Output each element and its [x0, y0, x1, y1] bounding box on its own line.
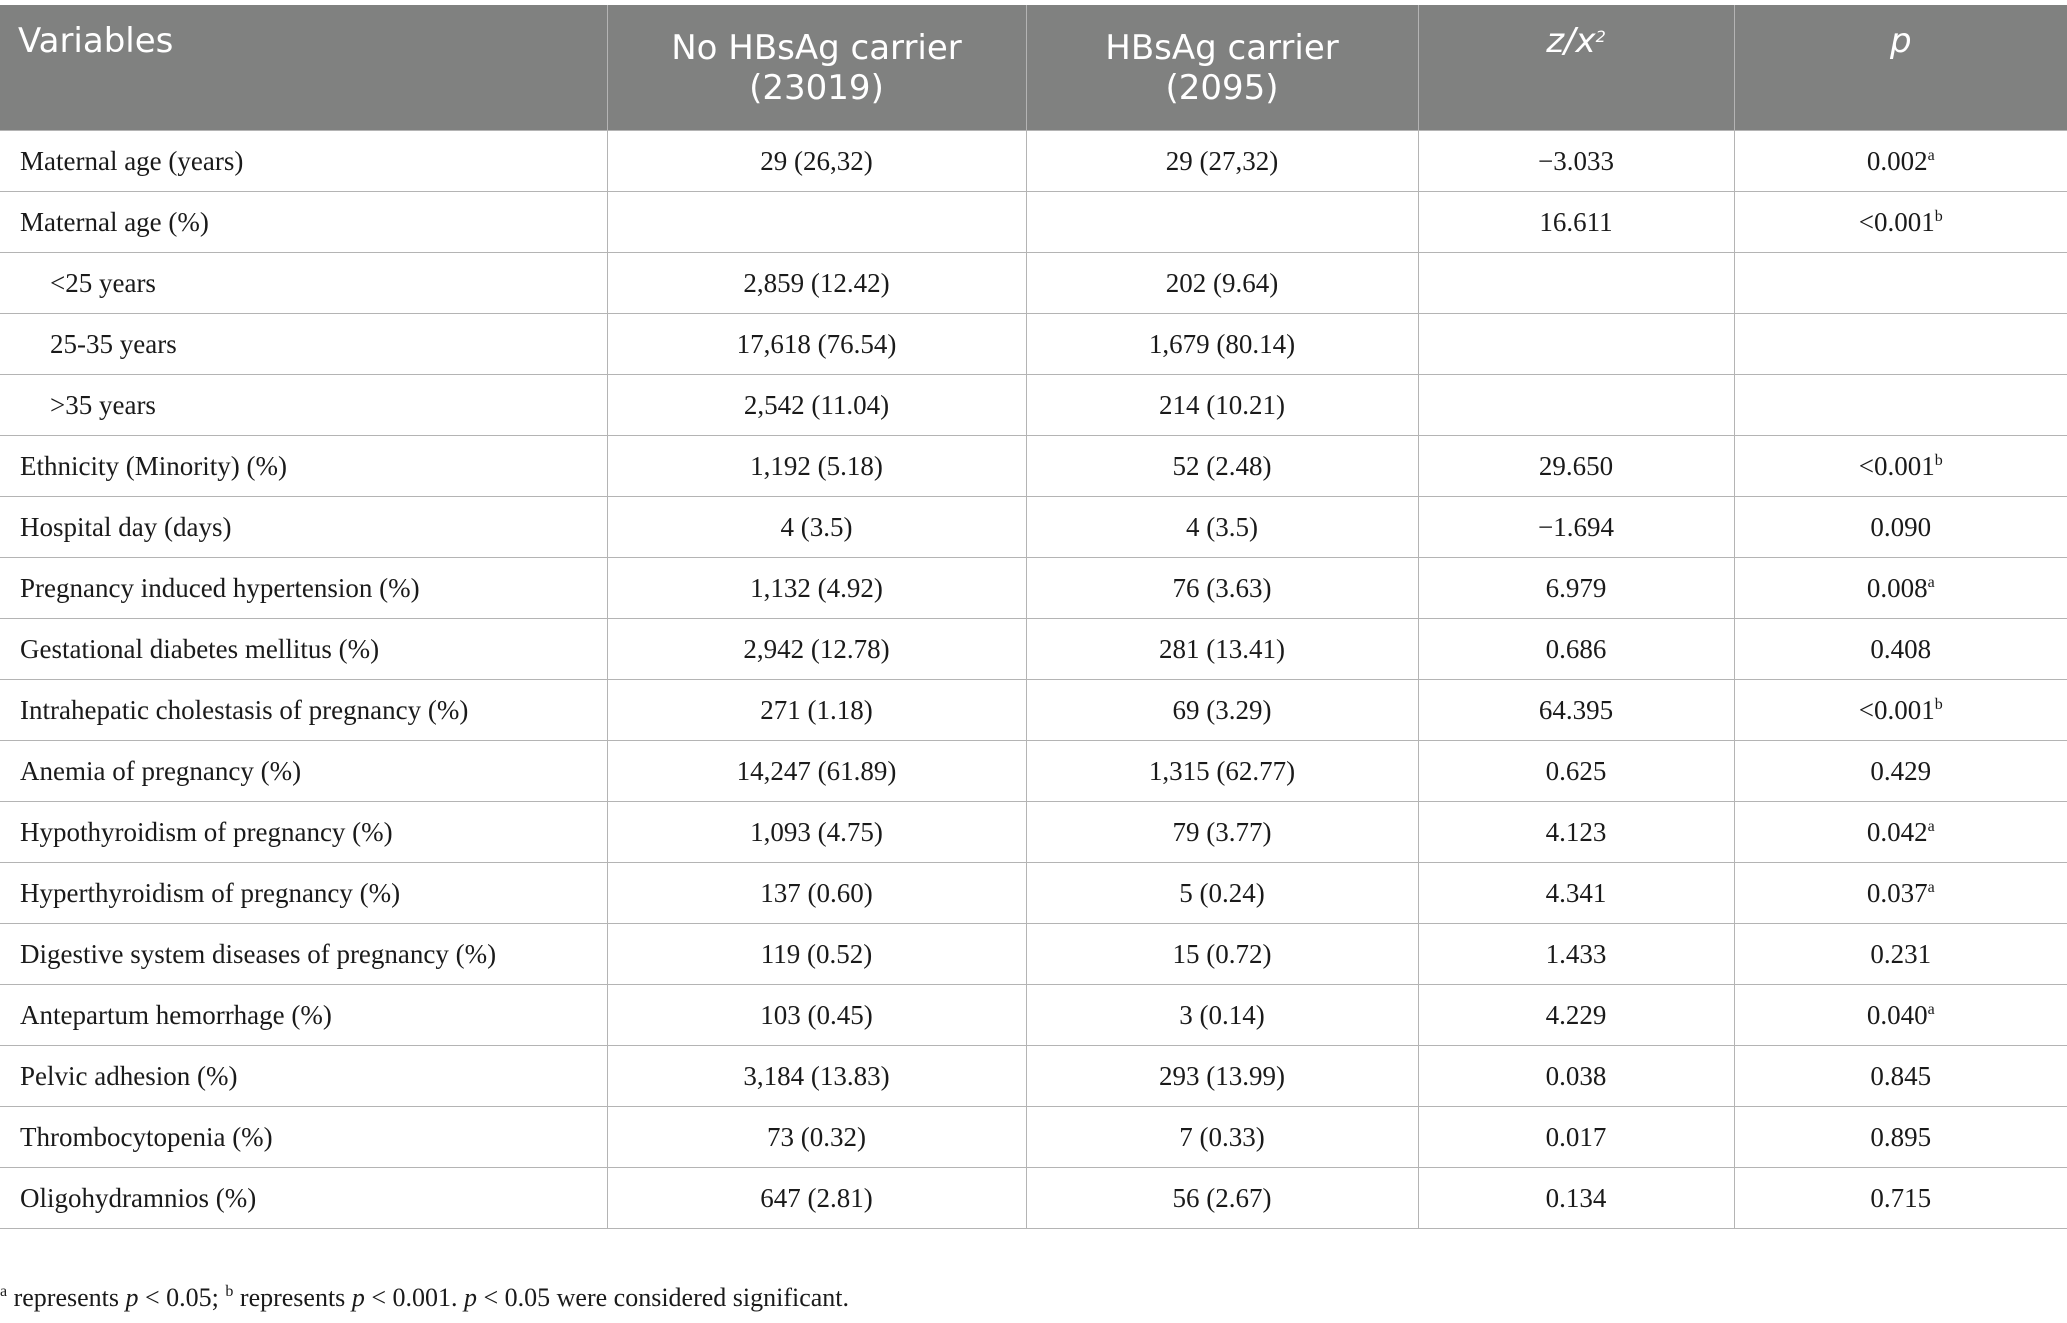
table-row — [0, 619, 2067, 680]
cell-no-carrier: 271 (1.18) — [607, 680, 1026, 741]
cell-carrier: 4 (3.5) — [1026, 497, 1418, 558]
cell-variable: <25 years — [0, 253, 607, 314]
cell-carrier: 15 (0.72) — [1026, 924, 1418, 985]
cell-no-carrier: 17,618 (76.54) — [607, 314, 1026, 375]
cell-carrier: 1,679 (80.14) — [1026, 314, 1418, 375]
cell-statistic: 1.433 — [1418, 924, 1734, 985]
header-carrier: HBsAg carrier (2095) — [1026, 5, 1418, 131]
table-container — [0, 5, 2067, 1229]
cell-statistic — [1418, 314, 1734, 375]
table-row — [0, 131, 2067, 192]
footnote: $^a$ represents p < 0.05; $^b$ represents p < 0.001. p < 0.05 were considered significant. — [0, 1283, 850, 1312]
cell-p-value: 0.008$^a$ — [1734, 558, 2067, 619]
table-row — [0, 375, 2067, 436]
cell-p-value: 0.231 — [1734, 924, 2067, 985]
header-row — [0, 5, 2067, 131]
cell-statistic: 29.650 — [1418, 436, 1734, 497]
cell-variable: Gestational diabetes mellitus (%) — [0, 619, 607, 680]
cell-statistic: 4.123 — [1418, 802, 1734, 863]
table-row — [0, 1046, 2067, 1107]
cell-variable: Intrahepatic cholestasis of pregnancy (%) — [0, 680, 607, 741]
cell-carrier: 5 (0.24) — [1026, 863, 1418, 924]
cell-carrier: 69 (3.29) — [1026, 680, 1418, 741]
cell-no-carrier: 103 (0.45) — [607, 985, 1026, 1046]
table-row — [0, 924, 2067, 985]
table-row — [0, 741, 2067, 802]
cell-p-value: <0.001$^b$ — [1734, 436, 2067, 497]
cell-carrier: 1,315 (62.77) — [1026, 741, 1418, 802]
cell-statistic: 0.038 — [1418, 1046, 1734, 1107]
cell-p-value — [1734, 253, 2067, 314]
cell-no-carrier: 2,859 (12.42) — [607, 253, 1026, 314]
table-row — [0, 558, 2067, 619]
data-table — [0, 5, 2067, 1229]
cell-variable: Pelvic adhesion (%) — [0, 1046, 607, 1107]
cell-variable: Hyperthyroidism of pregnancy (%) — [0, 863, 607, 924]
cell-carrier: 214 (10.21) — [1026, 375, 1418, 436]
cell-statistic: 0.134 — [1418, 1168, 1734, 1229]
cell-statistic: 64.395 — [1418, 680, 1734, 741]
header-no-carrier: No HBsAg carrier (23019) — [607, 5, 1026, 131]
cell-variable: Maternal age (%) — [0, 192, 607, 253]
table-row — [0, 1107, 2067, 1168]
table-row — [0, 1168, 2067, 1229]
header-variables: Variables — [0, 5, 607, 131]
cell-variable: Antepartum hemorrhage (%) — [0, 985, 607, 1046]
cell-carrier: 7 (0.33) — [1026, 1107, 1418, 1168]
cell-carrier: 79 (3.77) — [1026, 802, 1418, 863]
cell-no-carrier: 2,942 (12.78) — [607, 619, 1026, 680]
table-row — [0, 680, 2067, 741]
table-row — [0, 192, 2067, 253]
cell-carrier: 3 (0.14) — [1026, 985, 1418, 1046]
cell-p-value: 0.037$^a$ — [1734, 863, 2067, 924]
cell-variable: Thrombocytopenia (%) — [0, 1107, 607, 1168]
cell-p-value: 0.002$^a$ — [1734, 131, 2067, 192]
cell-no-carrier: 647 (2.81) — [607, 1168, 1026, 1229]
cell-statistic: 0.017 — [1418, 1107, 1734, 1168]
cell-p-value: <0.001$^b$ — [1734, 680, 2067, 741]
cell-carrier: 202 (9.64) — [1026, 253, 1418, 314]
table-row — [0, 802, 2067, 863]
cell-statistic: 4.229 — [1418, 985, 1734, 1046]
cell-statistic — [1418, 253, 1734, 314]
cell-statistic: −1.694 — [1418, 497, 1734, 558]
cell-variable: >35 years — [0, 375, 607, 436]
table-row — [0, 436, 2067, 497]
cell-p-value: 0.429 — [1734, 741, 2067, 802]
cell-variable: Ethnicity (Minority) (%) — [0, 436, 607, 497]
cell-p-value: 0.040$^a$ — [1734, 985, 2067, 1046]
cell-variable: Oligohydramnios (%) — [0, 1168, 607, 1229]
cell-variable: Anemia of pregnancy (%) — [0, 741, 607, 802]
cell-carrier: 56 (2.67) — [1026, 1168, 1418, 1229]
cell-statistic: 0.625 — [1418, 741, 1734, 802]
cell-p-value: 0.408 — [1734, 619, 2067, 680]
cell-no-carrier: 1,132 (4.92) — [607, 558, 1026, 619]
cell-no-carrier: 1,093 (4.75) — [607, 802, 1026, 863]
cell-carrier: 293 (13.99) — [1026, 1046, 1418, 1107]
table-row — [0, 497, 2067, 558]
cell-carrier: 52 (2.48) — [1026, 436, 1418, 497]
cell-no-carrier: 2,542 (11.04) — [607, 375, 1026, 436]
cell-no-carrier: 4 (3.5) — [607, 497, 1026, 558]
cell-p-value: 0.042$^a$ — [1734, 802, 2067, 863]
cell-statistic: −3.033 — [1418, 131, 1734, 192]
cell-no-carrier — [607, 192, 1026, 253]
cell-variable: 25-35 years — [0, 314, 607, 375]
cell-statistic — [1418, 375, 1734, 436]
cell-statistic: 4.341 — [1418, 863, 1734, 924]
table-row — [0, 985, 2067, 1046]
table-row — [0, 253, 2067, 314]
cell-p-value — [1734, 375, 2067, 436]
cell-statistic: 0.686 — [1418, 619, 1734, 680]
cell-p-value — [1734, 314, 2067, 375]
cell-no-carrier: 73 (0.32) — [607, 1107, 1026, 1168]
cell-variable: Hospital day (days) — [0, 497, 607, 558]
cell-p-value: 0.895 — [1734, 1107, 2067, 1168]
cell-no-carrier: 29 (26,32) — [607, 131, 1026, 192]
cell-no-carrier: 14,247 (61.89) — [607, 741, 1026, 802]
cell-carrier: 281 (13.41) — [1026, 619, 1418, 680]
cell-statistic: 16.611 — [1418, 192, 1734, 253]
cell-carrier: 76 (3.63) — [1026, 558, 1418, 619]
cell-variable: Hypothyroidism of pregnancy (%) — [0, 802, 607, 863]
table-row — [0, 863, 2067, 924]
cell-variable: Pregnancy induced hypertension (%) — [0, 558, 607, 619]
cell-carrier — [1026, 192, 1418, 253]
table-row — [0, 314, 2067, 375]
cell-no-carrier: 119 (0.52) — [607, 924, 1026, 985]
cell-p-value: 0.090 — [1734, 497, 2067, 558]
header-p-value: p — [1734, 5, 2067, 131]
cell-p-value: 0.845 — [1734, 1046, 2067, 1107]
cell-no-carrier: 1,192 (5.18) — [607, 436, 1026, 497]
cell-no-carrier: 137 (0.60) — [607, 863, 1026, 924]
cell-p-value: 0.715 — [1734, 1168, 2067, 1229]
cell-statistic: 6.979 — [1418, 558, 1734, 619]
cell-carrier: 29 (27,32) — [1026, 131, 1418, 192]
cell-variable: Maternal age (years) — [0, 131, 607, 192]
cell-no-carrier: 3,184 (13.83) — [607, 1046, 1026, 1107]
header-statistic: $z/x^2$ — [1418, 5, 1734, 131]
cell-p-value: <0.001$^b$ — [1734, 192, 2067, 253]
cell-variable: Digestive system diseases of pregnancy (%) — [0, 924, 607, 985]
